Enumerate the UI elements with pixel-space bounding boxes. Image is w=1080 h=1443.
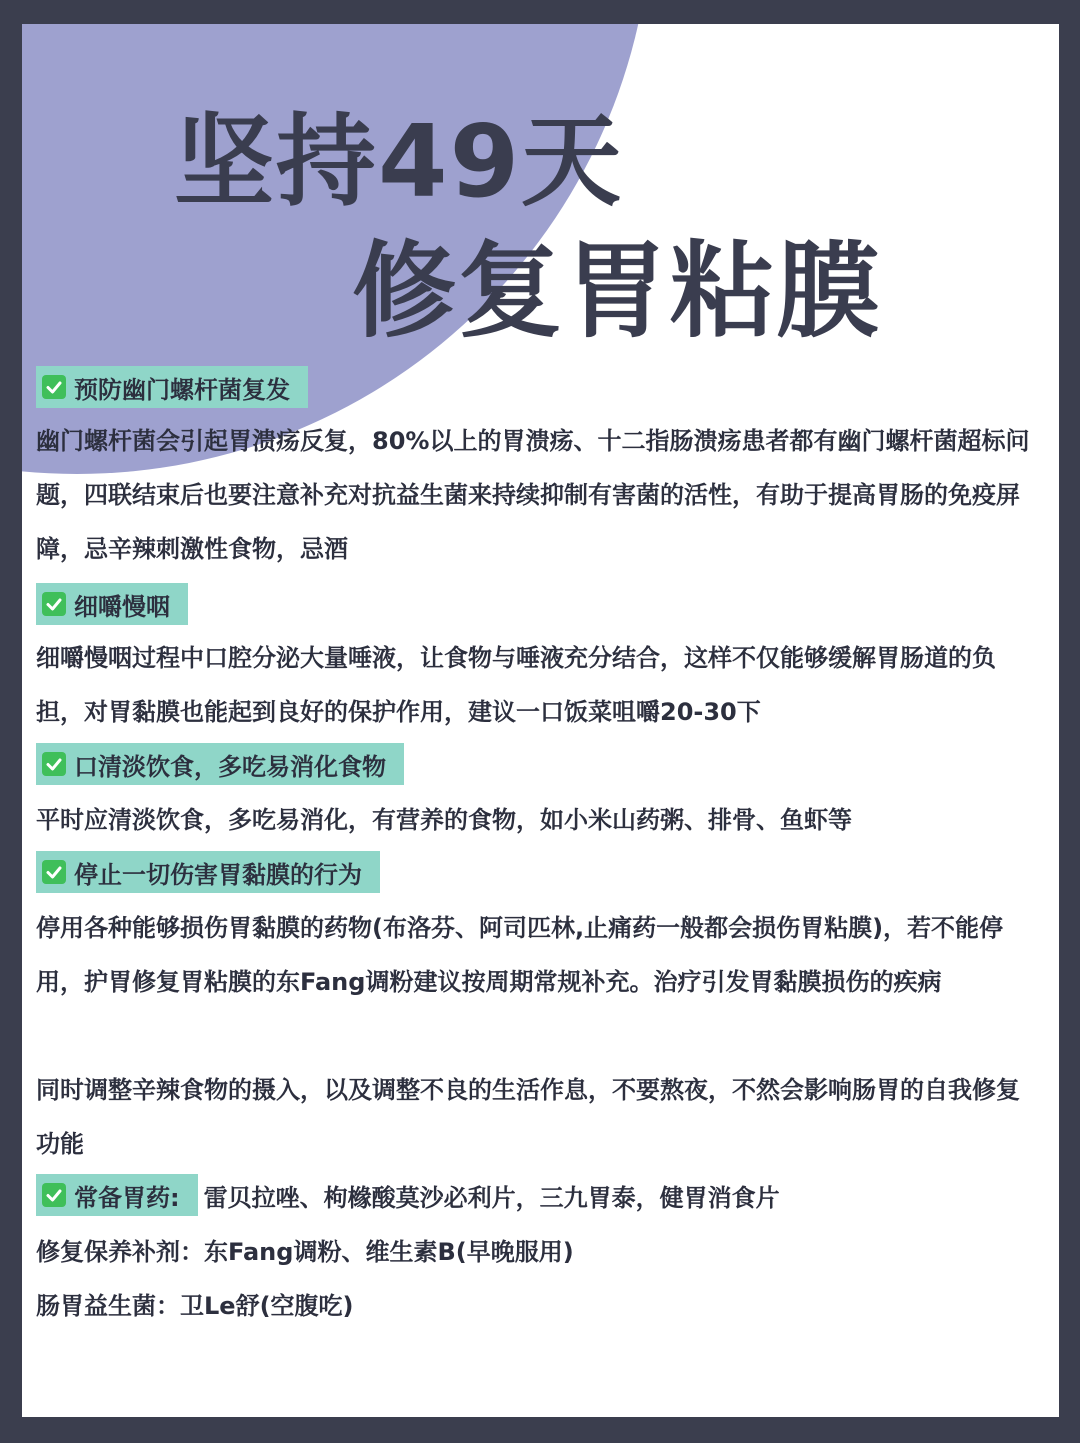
check-icon <box>42 752 66 776</box>
check-icon <box>42 592 66 616</box>
supplement-line: 修复保养补剂：东Fang调粉、维生素B(早晚服用) <box>36 1238 574 1266</box>
section-heading-text: 细嚼慢咽 <box>74 592 170 621</box>
medicine-list: 雷贝拉唑、枸橼酸莫沙必利片，三九胃泰，健胃消食片 <box>203 1183 780 1212</box>
check-icon <box>42 860 66 884</box>
section-heading <box>36 743 404 785</box>
title-line-1: 坚持49天 <box>174 103 624 220</box>
section-body: 停用各种能够损伤胃黏膜的药物(布洛芬、阿司匹林,止痛药一般都会损伤胃粘膜)，若不能停用，护胃修复胃粘膜的东Fang调粉建议按周期常规补充。治疗引发胃黏膜损伤的疾病 <box>36 914 1004 996</box>
medicine-line <box>36 1174 780 1216</box>
section-heading <box>36 851 380 893</box>
section-heading-text: 口清淡饮食，多吃易消化食物 <box>74 752 386 781</box>
probiotic-line: 肠胃益生菌：卫Le舒(空腹吃) <box>36 1292 354 1320</box>
section-heading <box>36 1174 198 1216</box>
section-heading <box>36 583 188 625</box>
check-icon <box>42 1183 66 1207</box>
section-heading-text: 停止一切伤害胃黏膜的行为 <box>74 860 362 889</box>
section-body: 幽门螺杆菌会引起胃溃疡反复，80%以上的胃溃疡、十二指肠溃疡患者都有幽门螺杆菌超标问题，四联结束后也要注意补充对抗益生菌来持续抑制有害菌的活性，有助于提高胃肠的免疫屏障，忌辛辣刺激性食物，忌酒 <box>36 427 1030 563</box>
title-line-2: 修复胃粘膜 <box>352 230 883 352</box>
section-heading-text: 预防幽门螺杆菌复发 <box>74 375 290 404</box>
check-icon <box>42 375 66 399</box>
section-body: 平时应清淡饮食，多吃易消化，有营养的食物，如小米山药粥、排骨、鱼虾等 <box>36 806 852 834</box>
section-heading <box>36 366 308 408</box>
section-heading-text: 常备胃药: <box>74 1183 180 1212</box>
section-body: 细嚼慢咽过程中口腔分泌大量唾液，让食物与唾液充分结合，这样不仅能够缓解胃肠道的负担，对胃黏膜也能起到良好的保护作用，建议一口饭菜咀嚼20-30下 <box>36 644 996 726</box>
poster-card <box>22 24 1059 1417</box>
section-body-extra: 同时调整辛辣食物的摄入，以及调整不良的生活作息，不要熬夜，不然会影响肠胃的自我修复功能 <box>36 1076 1020 1158</box>
